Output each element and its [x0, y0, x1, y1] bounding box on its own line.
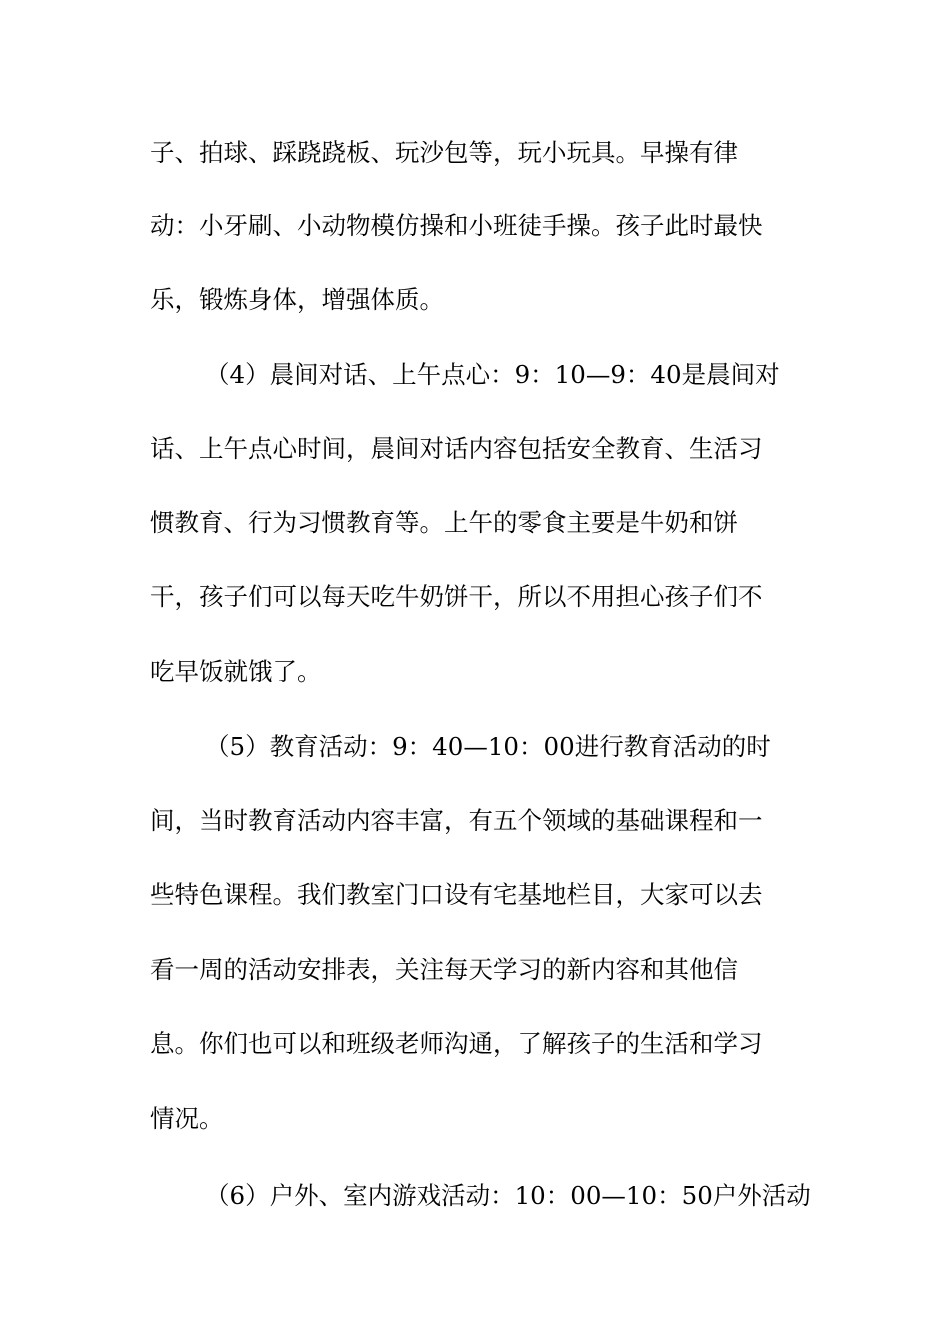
text-line: 看一周的活动安排表，关注每天学习的新内容和其他信	[150, 955, 738, 984]
text-line: 乐，锻炼身体，增强体质。	[150, 285, 444, 314]
text-line: 些特色课程。我们教室门口设有宅基地栏目，大家可以去	[150, 880, 763, 909]
text-line: 惯教育、行为习惯教育等。上午的零食主要是牛奶和饼	[150, 508, 738, 537]
paragraph-start-line: （4）晨间对话、上午点心：9：10—9：40是晨间对	[205, 360, 780, 389]
text-line: 动：小牙刷、小动物模仿操和小班徒手操。孩子此时最快	[150, 211, 763, 240]
paragraph-start-line: （5）教育活动：9：40—10：00进行教育活动的时	[205, 732, 771, 761]
text-line: 子、拍球、踩跷跷板、玩沙包等，玩小玩具。早操有律	[150, 138, 738, 167]
text-line: 干，孩子们可以每天吃牛奶饼干，所以不用担心孩子们不	[150, 582, 763, 611]
text-line: 话、上午点心时间，晨间对话内容包括安全教育、生活习	[150, 434, 763, 463]
text-line: 间，当时教育活动内容丰富，有五个领域的基础课程和一	[150, 806, 763, 835]
text-line: 情况。	[150, 1104, 224, 1133]
paragraph-start-line: （6）户外、室内游戏活动：10：00—10：50户外活动	[205, 1181, 811, 1210]
text-line: 息。你们也可以和班级老师沟通，了解孩子的生活和学习	[150, 1029, 763, 1058]
text-line: 吃早饭就饿了。	[150, 657, 322, 686]
